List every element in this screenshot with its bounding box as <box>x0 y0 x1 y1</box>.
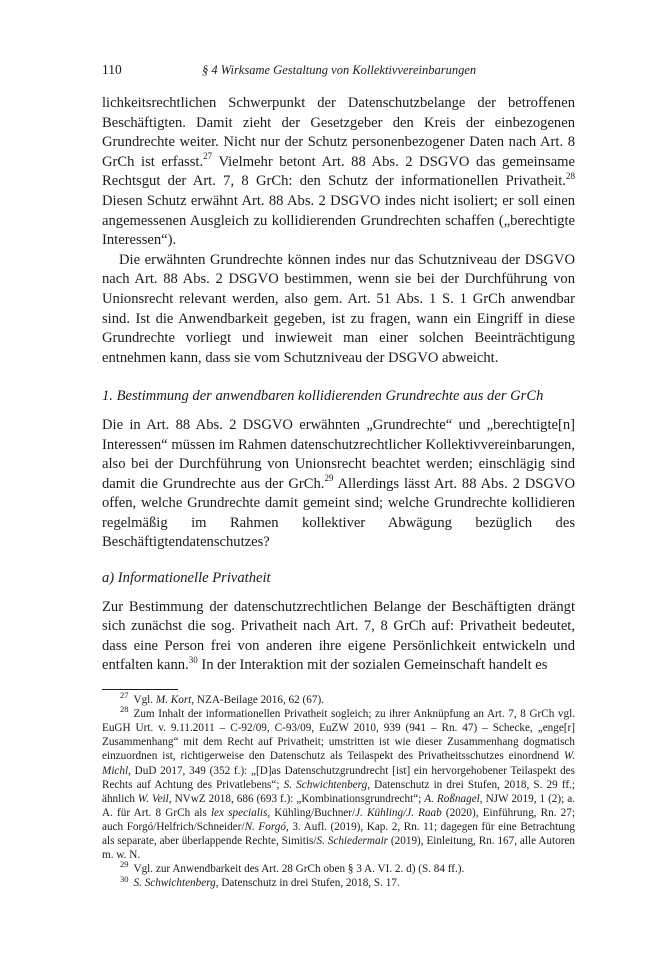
section-1-paragraph <box>102 416 575 553</box>
text-run: , 3. Aufl. (2019), Kap. 2, Rn. 11; dagegen für eine Betrachtung als separate, aber überlappende Rechte, Simitis/ <box>102 820 575 847</box>
footnote-ref-27: 27 <box>203 150 213 161</box>
text-run: , Datenschutz in drei Stufen, 2018, S. 29 ff.; ähnlich <box>102 778 576 805</box>
text-run: Allerdings lässt Art. 88 Abs. 2 DSGVO offen, welche Grundrechte damit gemeint sind; welche Grundrechte kollidieren regelmäßig im Rahmen kollektiver Abwägung bezüglich des Beschäftigtendatenschutzes? <box>102 475 576 551</box>
footnote-separator <box>102 689 178 690</box>
footnote-ref-29: 29 <box>324 472 334 483</box>
text-run: , NJW 2019, 1 (2); a. A. für Art. 8 GrCh als <box>102 792 575 819</box>
text-run: , NVwZ 2018, 686 (693 f.): „Kombinationsgrundrecht“; <box>168 792 425 805</box>
text-run: Vielmehr betont Art. 88 Abs. 2 DSGVO das gemeinsame Rechtsgut der Art. 7, 8 GrCh: den Schutz der informationellen Privatheit. <box>102 153 575 190</box>
italic-text: W. Michl <box>102 750 575 777</box>
book-page <box>102 62 575 890</box>
text-run: Die in Art. 88 Abs. 2 DSGVO erwähnten „Grundrechte“ und „berechtigte[n] Interessen“ müssen im Rahmen datenschutzrechtlicher Kollektivvereinbarungen, also bei der Durchführung von Unionsrecht beachtet werden; einschlägig sind damit die Grundrechte aus der GrCh. <box>102 416 575 492</box>
italic-text: S. Schwichtenberg <box>283 778 368 791</box>
italic-text: N. Forgó <box>244 820 286 833</box>
page-number: 110 <box>102 62 122 77</box>
text-run: , NZA-Beilage 2016, 62 (67). <box>191 694 324 707</box>
running-title: § 4 Wirksame Gestaltung von Kollektivvereinbarungen <box>202 63 477 77</box>
text-run: Vgl. zur Anwendbarkeit des Art. 28 GrCh oben § 3 A. VI. 2. d) (S. 84 ff.). <box>133 863 465 876</box>
main-text <box>102 94 575 676</box>
text-run: , DuD 2017, 349 (352 f.): „[D]as Datenschutzgrundrecht [ist] ein hervorgehobener Teilaspekt des Rechts auf Achtung des Privatlebens“; <box>102 764 575 791</box>
footnote-number: 27 <box>120 690 129 701</box>
section-a-paragraph <box>102 598 575 676</box>
footnote-27 <box>102 690 575 707</box>
italic-text: A. Roßnagel <box>424 792 480 805</box>
footnote-number: 29 <box>120 859 129 870</box>
text-run: , Datenschutz in drei Stufen, 2018, S. 17. <box>215 877 400 890</box>
italic-text: lex specialis <box>210 806 268 819</box>
text-run: Zur Bestimmung der datenschutzrechtlichen Belange der Beschäftigten drängt sich zunächst die sog. Privatheit nach Art. 7, 8 GrCh auf: Privatheit bedeutet, dass eine Person frei von anderen ihre eigene Persönlichkeit entwickeln und entfalten kann. <box>102 598 575 674</box>
text-run: Diesen Schutz erwähnt Art. 88 Abs. 2 DSGVO indes nicht isoliert; er soll einen angemessenen Ausgleich zu kollidierenden Grundrechten schaffen („berechtigte Interessen“). <box>102 192 575 249</box>
text-run: , Kühling/Buchner/ <box>267 806 356 819</box>
section-heading-1: 1. Bestimmung der anwendbaren kollidierenden Grundrechte aus der GrCh <box>102 388 544 405</box>
text-run: Zum Inhalt der informationellen Privatheit sogleich; zu ihrer Anknüpfung an Art. 7, 8 GrCh vgl. EuGH Urt. v. 9.11.2011 – C-92/09, C-93/09, EuZW 2010, 939 (941 – Rn. 47) – Schecke, „enge[r] Zusammenhang“ mit dem Recht auf Privatheit; umstritten ist wie dieser Zusammenhang dogmatisch einzuordnen ist, richtigerweise den Datenschutz als Teilaspekt des Privatheitsschutzes einordnend <box>102 708 575 763</box>
footnote-ref-28: 28 <box>566 170 575 181</box>
italic-text: S. Schwichtenberg <box>133 877 216 890</box>
italic-text: S. Schiedermair <box>316 834 389 847</box>
footnotes <box>102 690 576 890</box>
italic-text: M. Kort <box>155 694 192 707</box>
section-heading-a: a) Informationelle Privatheit <box>102 570 271 587</box>
text-run: Vgl. <box>133 694 156 707</box>
italic-text: J. Kühling/J. Raab <box>355 806 442 819</box>
footnote-number: 28 <box>120 704 129 715</box>
footnote-30 <box>102 873 575 890</box>
italic-text: W. Veil <box>137 792 169 805</box>
text-run: Die erwähnten Grundrechte können indes nur das Schutzniveau der DSGVO nach Art. 88 Abs. 2 DSGVO bestimmen, wenn sie bei der Durchführung von Unionsrecht relevant werden, also gem. Art. 51 Abs. 1 S. 1 GrCh anwendbar sind. Ist die Anwendbarkeit gegeben, ist zu fragen, wann ein Eingriff in diese Grundrechte vorliegt und inwieweit man einer solchen Beeinträchtigung entnehmen kann, dass sie vom Schutzniveau der DSGVO abweicht. <box>102 251 575 366</box>
footnote-28 <box>102 704 576 862</box>
footnote-number: 30 <box>120 873 129 884</box>
text-run: lichkeitsrechtlichen Schwerpunkt der Datenschutzbelange der betroffenen Beschäftigten. Damit zieht der Gesetzgeber den Kreis der einbezogenen Grundrechte weiter. Nicht nur der Schutz personenbezogener Daten nach Art. 8 GrCh ist erfasst. <box>102 95 575 170</box>
paragraph-2 <box>102 251 575 369</box>
text-run: (2020), Einführung, Rn. 27; auch Forgó/Helfrich/Schneider/ <box>102 806 575 833</box>
footnote-ref-30: 30 <box>188 654 198 665</box>
text-run: (2019), Einleitung, Rn. 167, alle Autoren m. w. N. <box>102 834 575 862</box>
text-run: In der Interaktion mit der sozialen Gemeinschaft handelt es <box>197 657 548 674</box>
paragraph-1 <box>102 94 575 251</box>
page-header <box>102 62 575 82</box>
footnote-29 <box>102 859 575 876</box>
